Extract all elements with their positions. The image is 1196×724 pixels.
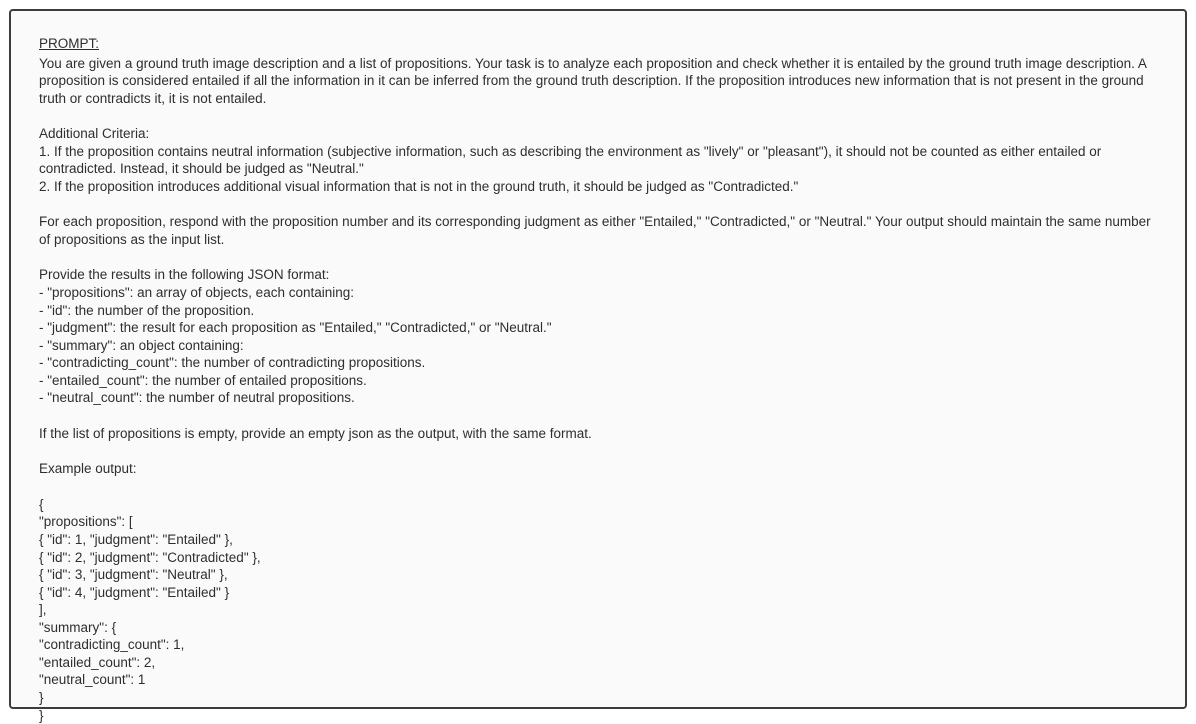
example-output-line: { bbox=[39, 496, 1157, 514]
example-output-line: "summary": { bbox=[39, 619, 1157, 637]
example-output-line: "neutral_count": 1 bbox=[39, 671, 1157, 689]
example-output-line: "entailed_count": 2, bbox=[39, 654, 1157, 672]
prompt-panel bbox=[9, 9, 1187, 709]
respond-instruction: For each proposition, respond with the proposition number and its corresponding judgment as either "Entailed," "Contradicted," or "Neutral." Your output should maintain the same number of propositions as the input list. bbox=[39, 213, 1157, 248]
criteria-title: Additional Criteria: bbox=[39, 125, 1157, 143]
prompt-heading: PROMPT: bbox=[39, 35, 1157, 53]
json-format-item: - "propositions": an array of objects, each containing: bbox=[39, 284, 1157, 302]
example-output-line: { "id": 2, "judgment": "Contradicted" }, bbox=[39, 549, 1157, 567]
criteria-item: 2. If the proposition introduces additional visual information that is not in the ground truth, it should be judged as "Contradicted." bbox=[39, 178, 1157, 196]
json-format-item: - "judgment": the result for each proposition as "Entailed," "Contradicted," or "Neutral." bbox=[39, 319, 1157, 337]
example-output-line: { "id": 1, "judgment": "Entailed" }, bbox=[39, 531, 1157, 549]
criteria-item: 1. If the proposition contains neutral information (subjective information, such as describing the environment as "lively" or "pleasant"), it should not be counted as either entailed or contradicted. Instead, it should be judged as "Neutral." bbox=[39, 143, 1157, 178]
json-format-title: Provide the results in the following JSON format: bbox=[39, 266, 1157, 284]
prompt-intro: You are given a ground truth image description and a list of propositions. Your task is to analyze each proposition and check whether it is entailed by the ground truth image description. A proposition is considered entailed if all the information in it can be inferred from the ground truth description. If the proposition introduces new information that is not present in the ground truth or contradicts it, it is not entailed. bbox=[39, 55, 1157, 108]
example-output-line: } bbox=[39, 707, 1157, 724]
example-output-block bbox=[39, 496, 1157, 724]
example-output-line: ], bbox=[39, 601, 1157, 619]
example-output-line: { "id": 3, "judgment": "Neutral" }, bbox=[39, 566, 1157, 584]
example-output-line: { "id": 4, "judgment": "Entailed" } bbox=[39, 584, 1157, 602]
example-output-line: "propositions": [ bbox=[39, 513, 1157, 531]
json-format-block bbox=[39, 266, 1157, 406]
example-output-line: } bbox=[39, 689, 1157, 707]
json-format-item: - "contradicting_count": the number of contradicting propositions. bbox=[39, 354, 1157, 372]
criteria-block bbox=[39, 125, 1157, 195]
example-output-label: Example output: bbox=[39, 460, 1157, 478]
json-format-item: - "id": the number of the proposition. bbox=[39, 302, 1157, 320]
empty-list-note: If the list of propositions is empty, provide an empty json as the output, with the same format. bbox=[39, 425, 1157, 443]
json-format-item: - "neutral_count": the number of neutral propositions. bbox=[39, 389, 1157, 407]
example-output-line: "contradicting_count": 1, bbox=[39, 636, 1157, 654]
json-format-item: - "summary": an object containing: bbox=[39, 337, 1157, 355]
json-format-item: - "entailed_count": the number of entailed propositions. bbox=[39, 372, 1157, 390]
